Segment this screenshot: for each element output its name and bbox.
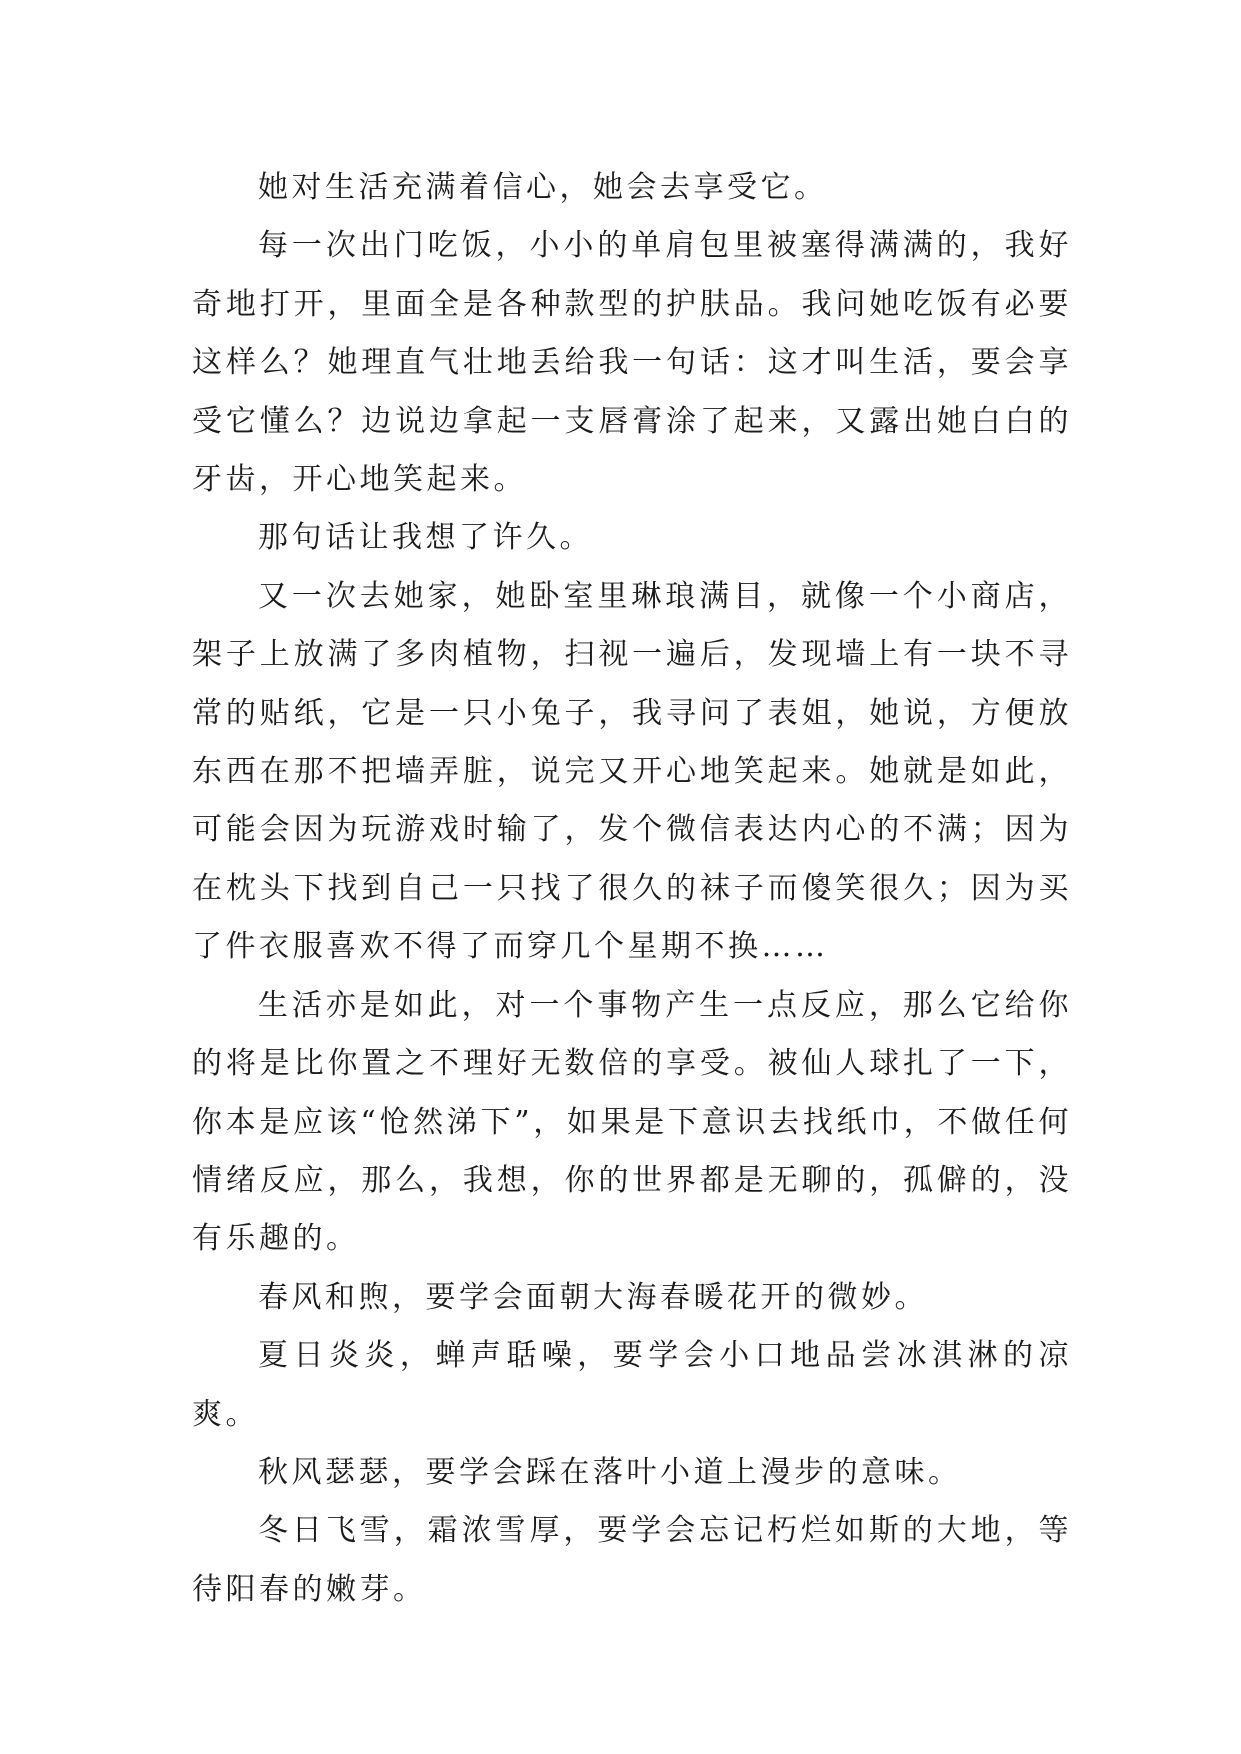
- paragraph: 冬日飞雪，霜浓雪厚，要学会忘记朽烂如斯的大地，等待阳春的嫩芽。: [192, 1513, 1072, 1607]
- paragraph: 那句话让我想了许久。: [258, 520, 593, 556]
- essay-body: [192, 159, 1072, 1619]
- paragraph: 夏日炎炎，蝉声聒噪，要学会小口地品尝冰淇淋的凉爽。: [192, 1338, 1072, 1432]
- paragraph: 春风和煦，要学会面朝大海春暖花开的微妙。: [258, 1279, 928, 1315]
- paragraph: 秋风瑟瑟，要学会踩在落叶小道上漫步的意味。: [258, 1454, 962, 1490]
- paragraph: 生活亦是如此，对一个事物产生一点反应，那么它给你的将是比你置之不理好无数倍的享受。被仙人球扎了一下，你本是应该“怆然涕下”，如果是下意识去找纸巾，不做任何情绪反应，那么，我想，你的世界都是无聊的，孤僻的，没有乐趣的。: [192, 987, 1072, 1257]
- paragraph: 又一次去她家，她卧室里琳琅满目，就像一个小商店，架子上放满了多肉植物，扫视一遍后，发现墙上有一块不寻常的贴纸，它是一只小兔子，我寻问了表姐，她说，方便放东西在那不把墙弄脏，说完又开心地笑起来。她就是如此，可能会因为玩游戏时输了，发个微信表达内心的不满；因为在枕头下找到自己一只找了很久的袜子而傻笑很久；因为买了件衣服喜欢不得了而穿几个星期不换……: [192, 578, 1072, 965]
- paragraph: 每一次出门吃饭，小小的单肩包里被塞得满满的，我好奇地打开，里面全是各种款型的护肤品。我问她吃饭有必要这样么？她理直气壮地丢给我一句话：这才叫生活，要会享受它懂么？边说边拿起一支唇膏涂了起来，又露出她白白的牙齿，开心地笑起来。: [192, 228, 1072, 498]
- paragraph: 她对生活充满着信心，她会去享受它。: [258, 170, 828, 205]
